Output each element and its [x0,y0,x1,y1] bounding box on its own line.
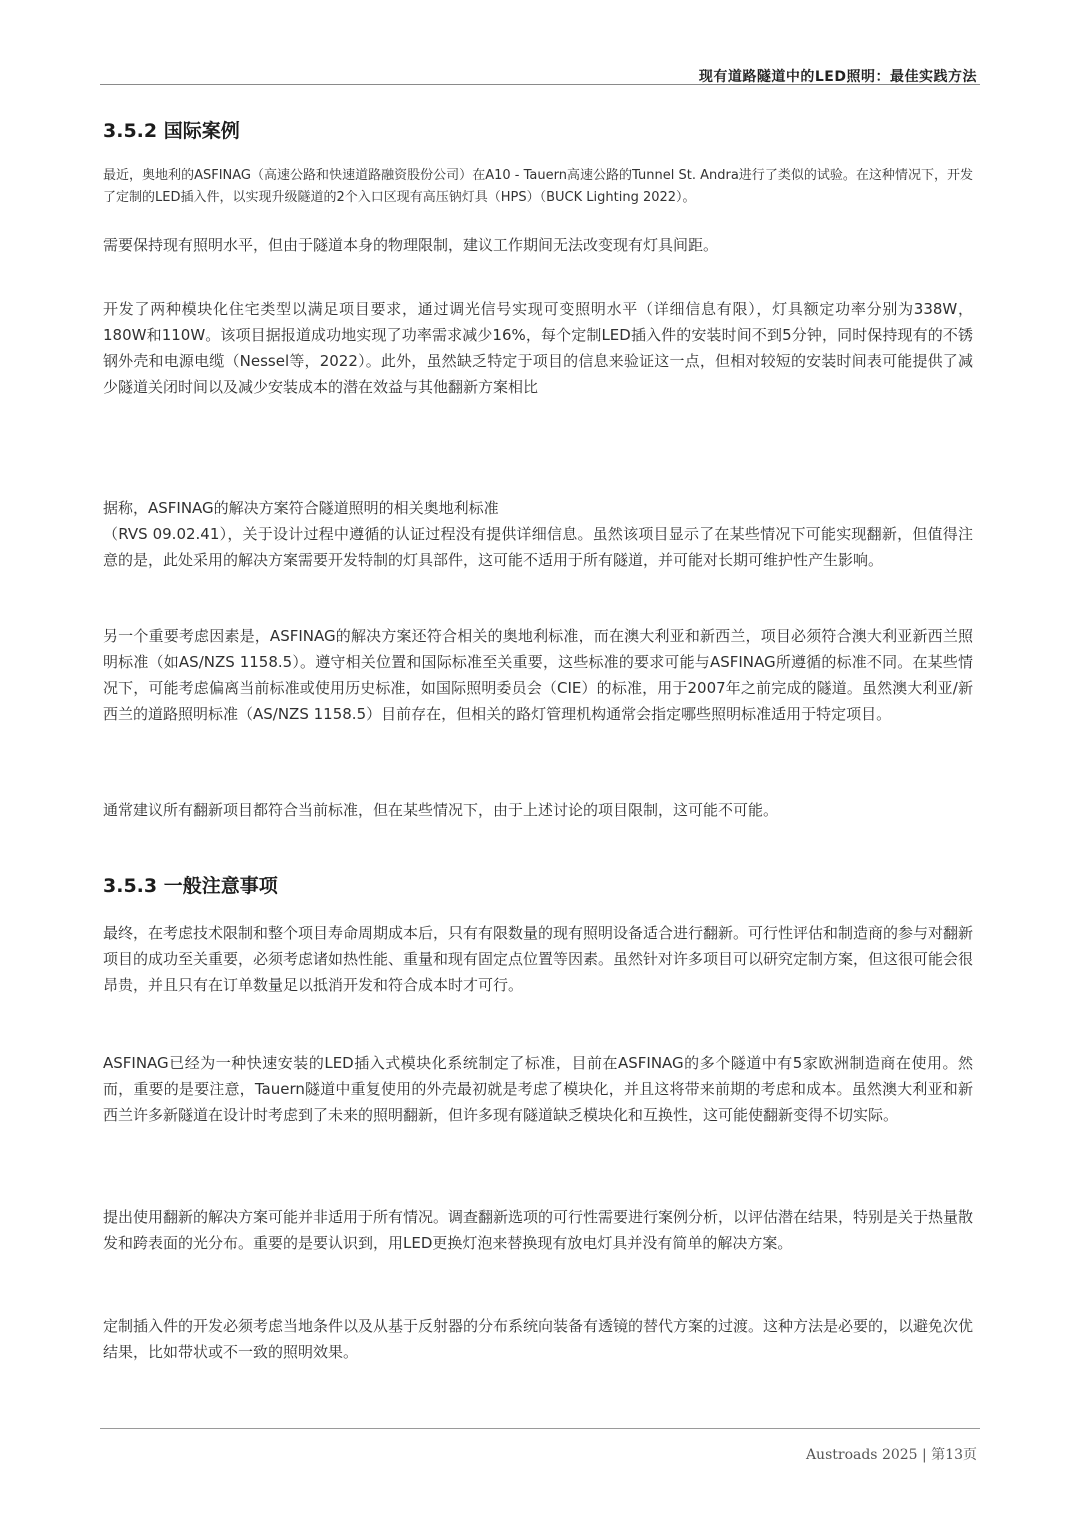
section-3-5-3-paragraph-4: 定制插入件的开发必须考虑当地条件以及从基于反射器的分布系统向装备有透镜的替代方案的过渡。这种方法是必要的，以避免次优结果，比如带状或不一致的照明效果。 [103,1317,974,1361]
page-footer: Austroads 2025 | 第13页 [805,1447,977,1463]
running-header-title: 现有道路隧道中的LED照明：最佳实践方法 [698,69,977,85]
section-3-5-2-paragraph-4: 另一个重要考虑因素是，ASFINAG的解决方案还符合相关的奥地利标准，而在澳大利亚和新西兰，项目必须符合澳大利亚新西兰照明标准（如AS/NZS 1158.5）。遵守相关位置和国际标准至关重要，这些标准的要求可能与ASFINAG所遵循的标准不同。在某些情况下，可能考虑偏离当前标准或使用历史标准，如国际照明委员会（CIE）的标准，用于2007年之前完成的隧道。虽然澳大利亚/新西兰的道路照明标准（AS/NZS 1158.5）目前存在，但相关的路灯管理机构通常会指定哪些照明标准适用于特定项目。 [103,627,973,723]
section-3-5-2-intro-paragraph: 最近，奥地利的ASFINAG（高速公路和快速道路融资股份公司）在A10 - Tauern高速公路的Tunnel St. Andra进行了类似的试验。在这种情况下，开发了定制的LED插入件，以实现升级隧道的2个入口区现有高压钠灯具（HPS）（BUCK Lighting 2022）。 [103,168,973,205]
section-3-5-3-paragraph-1: 最终，在考虑技术限制和整个项目寿命周期成本后，只有有限数量的现有照明设备适合进行翻新。可行性评估和制造商的参与对翻新项目的成功至关重要，必须考虑诸如热性能、重量和现有固定点位置等因素。虽然针对许多项目可以研究定制方案，但这很可能会很昂贵，并且只有在订单数量足以抵消开发和符合成本时才可行。 [103,924,974,994]
header-divider [100,84,980,85]
section-heading-3-5-3: 3.5.3 一般注意事项 [103,875,278,897]
section-3-5-2-paragraph-3 [103,495,973,573]
paragraph-3-continuation: （RVS 09.02.41），关于设计过程中遵循的认证过程没有提供详细信息。虽然该项目显示了在某些情况下可能实现翻新，但值得注意的是，此处采用的解决方案需要开发特制的灯具部件，这可能不适用于所有隧道，并可能对长期可维护性产生影响。 [103,525,973,569]
section-3-5-2-paragraph-5: 通常建议所有翻新项目都符合当前标准，但在某些情况下，由于上述讨论的项目限制，这可能不可能。 [103,801,779,819]
paragraph-3-first-line: 据称，ASFINAG的解决方案符合隧道照明的相关奥地利标准 [103,499,499,517]
footer-divider [100,1428,980,1429]
section-3-5-2-paragraph-1: 需要保持现有照明水平，但由于隧道本身的物理限制，建议工作期间无法改变现有灯具间距。 [103,236,719,254]
section-3-5-2-paragraph-2: 开发了两种模块化住宅类型以满足项目要求，通过调光信号实现可变照明水平（详细信息有限），灯具额定功率分别为338W，180W和110W。该项目据报道成功地实现了功率需求减少16%，每个定制LED插入件的安装时间不到5分钟，同时保持现有的不锈钢外壳和电源电缆（Nessel等，2022）。此外，虽然缺乏特定于项目的信息来验证这一点，但相对较短的安装时间表可能提供了减少隧道关闭时间以及减少安装成本的潜在效益与其他翻新方案相比 [103,300,973,396]
section-3-5-3-paragraph-2: ASFINAG已经为一种快速安装的LED插入式模块化系统制定了标准，目前在ASFINAG的多个隧道中有5家欧洲制造商在使用。然而，重要的是要注意，Tauern隧道中重复使用的外壳最初就是考虑了模块化，并且这将带来前期的考虑和成本。虽然澳大利亚和新西兰许多新隧道在设计时考虑到了未来的照明翻新，但许多现有隧道缺乏模块化和互换性，这可能使翻新变得不切实际。 [103,1054,973,1124]
section-3-5-3-paragraph-3: 提出使用翻新的解决方案可能并非适用于所有情况。调查翻新选项的可行性需要进行案例分析，以评估潜在结果，特别是关于热量散发和跨表面的光分布。重要的是要认识到，用LED更换灯泡来替换现有放电灯具并没有简单的解决方案。 [103,1208,974,1252]
section-heading-3-5-2: 3.5.2 国际案例 [103,120,240,142]
